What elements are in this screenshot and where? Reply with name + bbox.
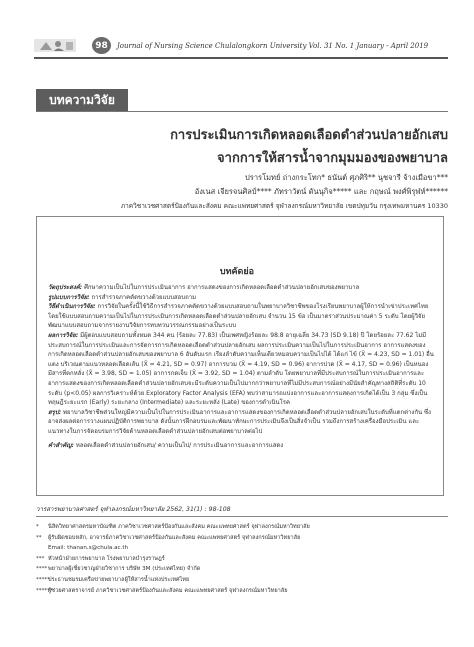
abstract-body bbox=[48, 283, 434, 450]
footnote-item bbox=[36, 533, 448, 544]
keywords-text: หลอดเลือดดำส่วนปลายอักเสบ/ ความเป็นไป/ การประเมินอาการและอาการแสดง bbox=[75, 441, 284, 449]
footnote-mark: *** bbox=[36, 555, 45, 562]
footnote-text: ผู้รับผิดชอบหลัก, อาจารย์ภาควิชาเวชศาสตร์ป้องกันและสังคม คณะแพทยศาสตร์ จุฬาลงกรณ์มหาวิทยาลัย bbox=[48, 534, 301, 541]
footnote-item bbox=[36, 586, 448, 597]
author-list bbox=[68, 171, 448, 199]
page-number-badge: 98 bbox=[92, 37, 111, 54]
footnote-item bbox=[36, 575, 448, 586]
abstract-results bbox=[48, 331, 434, 408]
footnote-item bbox=[36, 543, 448, 554]
objective-text: ศึกษาความเป็นไปในการประเมินอาการ อาการแสดงของการเกิดหลอดเลือดดำส่วนปลายอักเสบของพยาบาล bbox=[84, 284, 360, 291]
footnote-mark: ****** bbox=[36, 587, 53, 594]
journal-title: Journal of Nursing Science Chulalongkorn University Vol. 31 No. 1 January - April 2019 bbox=[117, 41, 429, 50]
footnote-mark: **** bbox=[36, 566, 48, 573]
footnote-text: หัวหน้าฝ่ายการพยาบาล โรงพยาบาลบำรุงราษฎร์ bbox=[48, 555, 165, 562]
journal-logo bbox=[34, 37, 78, 54]
footnote-text: พยาบาลผู้เชี่ยวชาญฝ่ายวิชาการ บริษัท 3M (ประเทศไทย) จำกัด bbox=[48, 566, 201, 573]
footnote-mark bbox=[36, 543, 48, 554]
running-header bbox=[34, 37, 448, 54]
title-line: จากการให้สารน้ำจากมุมมองของพยาบาล bbox=[217, 151, 448, 166]
footnote-divider bbox=[36, 516, 448, 517]
author-line: อังเนส เจียรจนศิลป์**** ภัทราวัตน์ ดันนุกิจ***** และ กฤษณ์ พงศ์พิรุฬห์****** bbox=[194, 187, 448, 196]
method-label: วิธีดำเนินการวิจัย: bbox=[48, 303, 96, 311]
keywords-label: คำสำคัญ: bbox=[48, 441, 74, 449]
footnote-item bbox=[36, 564, 448, 575]
footnote-text: ประธานชมรมเครือข่ายพยาบาลผู้ให้สารน้ำแห่งประเทศไทย bbox=[48, 576, 190, 583]
footnote-list bbox=[36, 522, 448, 596]
abstract-keywords bbox=[48, 441, 434, 451]
title-line: การประเมินการเกิดหลอดเลือดดำส่วนปลายอักเสบ bbox=[170, 128, 448, 143]
footnote-mark: ** bbox=[36, 534, 42, 541]
results-label: ผลการวิจัย: bbox=[48, 331, 79, 339]
footnote-text: ผู้ช่วยศาสตราจารย์ ภาควิชาเวชศาสตร์ป้องกันและสังคม คณะแพทยศาสตร์ จุฬาลงกรณ์มหาวิทยาลัย bbox=[48, 587, 288, 594]
article-type-label: บทความวิจัย bbox=[36, 89, 128, 111]
conclusion-text: พยาบาลวิชาชีพส่วนใหญ่มีความเป็นไปในการประเมินอาการและอาการแสดงของการเกิดหลอดเลือดดำส่วนปลายอักเสบในระดับที่แตกต่างกัน ซึ่งอาจส่งผลต่อการวางแผนปฏิบัติการพยาบาล ดังนั้นการฝึกอบรมและพัฒนาทักษะการประเมินจึงเป็นสิ่งจำเป็น รวมถึงการสร้างเครื่องมือประเมิน และแนวทางในการจัดอบรมการวิจัยด้านหลอดเลือดดำส่วนปลายอักเสบต่อพยาบาลต่อไป bbox=[48, 408, 431, 435]
abstract-objective bbox=[48, 283, 434, 293]
journal-logo-icon bbox=[34, 37, 76, 54]
footnote-mark: * bbox=[36, 524, 39, 530]
objective-label: วัตถุประสงค์: bbox=[48, 284, 83, 291]
footnote-text: นิสิตวิทยาศาสตรมหาบัณฑิต ภาควิชาเวชศาสตร์ป้องกันและสังคม คณะแพทยศาสตร์ จุฬาลงกรณ์มหาวิทยาลัย bbox=[48, 524, 310, 530]
abstract-heading: บทคัดย่อ bbox=[219, 267, 255, 277]
abstract-conclusion bbox=[48, 408, 434, 437]
method-text: การวิจัยในครั้งนี้ใช้วิธีการสำรวจภาคตัดขวางด้วยแบบสอบถามในพยาบาลวิชาชีพของโรงเรียนพยาบาลผู้ให้การนำเข่าประเทศไทย โดยใช้แบบสอบถามความเป็นไปในการประเมินการเกิดหลอดเลือดดำส่วนปลายอักเสบ จำนวน 15 ข้อ เป็นมาตราส่วนประมาณค่า 5 ระดับ โดยผู้วิจัยพัฒนาแบบสอบถามจากรายงานวิจัยการทบทวนวรรณกรรมอย่างเป็นระบบ bbox=[48, 303, 429, 330]
author-line: ปรารโมทย์ ถ่างกระโทก* ธนันต์ ศุภศิริ** นุชจารี จ้างเมือขา*** bbox=[245, 173, 448, 182]
citation-line: วารสารพยาบาลศาสตร์ จุฬาลงกรณ์มหาวิทยาลัย 2562, 31(1) : 98-108 bbox=[36, 506, 231, 513]
abstract-design bbox=[48, 293, 434, 303]
footnote-item bbox=[36, 554, 448, 565]
footnote-email[interactable]: Email: thanan.s@chula.ac.th bbox=[48, 545, 129, 552]
results-text: มีผู้ตอบแบบสอบถามทั้งหมด 344 คน (ร้อยละ 77.83) เป็นเพศหญิงร้อยละ 98.8 อายุเฉลี่ย 34.73 (SD 9.18) ปี โดยร้อยละ 77.62 ไม่มีประสบการณ์ในการประเมินและการจัดการการเกิดหลอดเลือดดำส่วนปลายอักเสบ ผลการประเมินความเป็นไปในการประเมินอาการ อาการแสดงของการเกิดหลอดเลือดดำส่วนปลายอักเสบของพยาบาล 6 อันดับแรก เรียงลำดับความเห็นเดียวหมอบความเป็นไปได้ ได้แก่ ไข้ (X̄ = 4.23, SD = 1.01) อื่นแดง บริเวณตามแนวหลอดเลือดเส้น (X̄ = 4.21, SD = 0.97) อาการบวม (X̄ = 4.19, SD = 0.96) อาการปวด (X̄ = 4.17, SD = 0.96) เป็นหนอง มีสารที่ตกหลั่ง (X̄ = 3.98, SD = 1.05) อาการกดเจ็บ (X̄ = 3.92, SD = 1.04) ตามลำดับ โดยพยาบาลที่มีประสบการณ์ในการประเมินอาการและอาการแสดงของการเกิดหลอดเลือดดำส่วนปลายอักเสบจะมีระดับความเป็นไปมากกว่าพยาบาลที่ไม่มีประสบการณ์อย่างมีนัยสำคัญทางสถิติที่ระดับ 10 ระดับ (p<0.05) ผลการวิเคราะห์ด้วย Exploratory Factor Analysis (EFA) พบว่าสามารถแบ่งอาการและอาการแสดงการเกิดได้เป็น 3 กลุ่ม ซึ่งเป็นทฤษฎีระยะแรก (Early) ระยะกลาง (Intermediate) และระยะหลัง (Late) ของการดำเนินโรค bbox=[48, 331, 434, 407]
design-text: การสำรวจภาคตัดขวางด้วยแบบสอบถาม bbox=[91, 293, 197, 301]
section-divider bbox=[36, 111, 448, 112]
footnote-mark: ***** bbox=[36, 576, 50, 583]
design-label: รูปแบบการวิจัย: bbox=[48, 293, 90, 301]
article-title bbox=[68, 124, 448, 170]
author-affiliation: ภาควิชาเวชศาสตร์ป้องกันและสังคม คณะแพทยศาสตร์ จุฬาลงกรณ์มหาวิทยาลัย เขตปทุมวัน กรุงเทพมหานคร 10330 bbox=[120, 202, 448, 210]
conclusion-label: สรุป: bbox=[48, 408, 62, 416]
header-divider bbox=[34, 57, 448, 59]
abstract-method bbox=[48, 302, 434, 331]
footnote-item bbox=[36, 522, 448, 533]
